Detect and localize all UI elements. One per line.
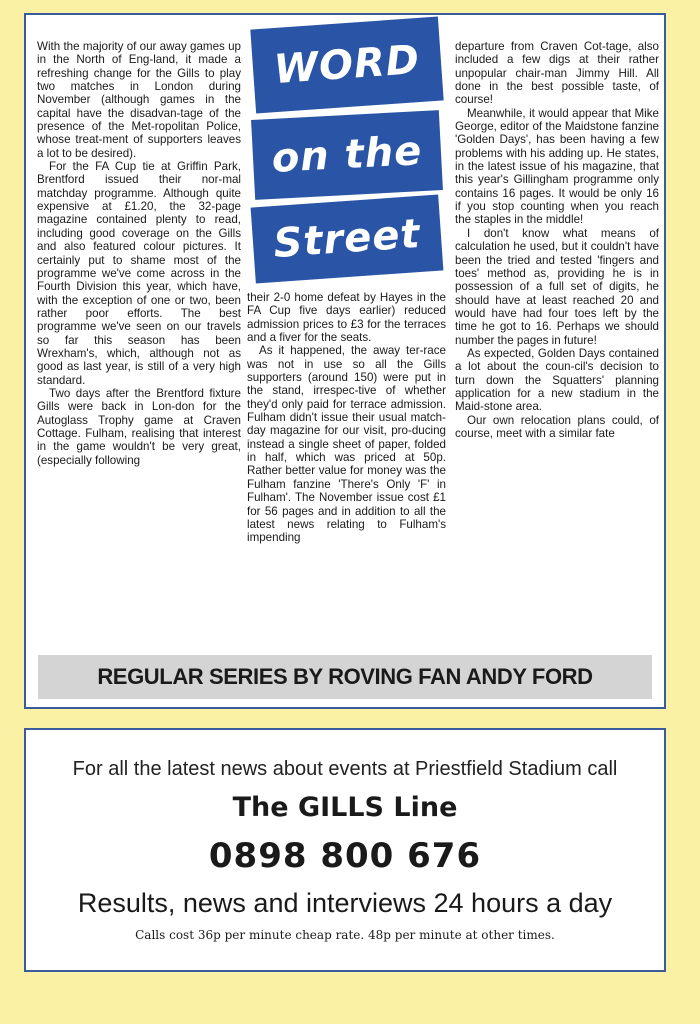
gills-line-advert (24, 728, 666, 972)
paragraph: Meanwhile, it would appear that Mike George, editor of the Maidstone fanzine 'Golden Days', has been having a few problems with his adding up. He states, in the latest issue of his magazine, that this year's Gillingham programme only contains 16 pages. It would be only 16 if you stop counting when you reach the staples in the middle! (455, 106, 659, 227)
article-column-1 (37, 40, 241, 467)
article-column-3 (455, 40, 659, 440)
article-panel (24, 13, 666, 709)
advert-intro: For all the latest news about events at Priestfield Stadium call (72, 758, 618, 780)
advert-line-name: The GILLS Line (232, 792, 458, 823)
paragraph: I don't know what means of calculation he used, but it couldn't have been the tried and tested 'fingers and toes' method as, providing he is in possession of a full set of digits, he should have at least reached 20 and would have had four toes left by the time he got to 16. Perhaps we should number the pages in future! (455, 226, 659, 347)
paragraph: Our own relocation plans could, of course, meet with a similar fate (455, 413, 659, 440)
paragraph: departure from Craven Cot-tage, also included a few digs at their rather unpopular chair-man Jimmy Hill. All done in the best possible taste, of course! (455, 40, 659, 107)
advert-call-costs: Calls cost 36p per minute cheap rate. 48p per minute at other times. (135, 928, 555, 942)
paragraph: For the FA Cup tie at Griffin Park, Brentford issued their nor-mal matchday programme. Although quite expensive at £1.20, the 32-page magazine contained plenty to read, including good coverage on the Gills and also featured colour pictures. It certainly put to shame most of the programme we've come across in the Fourth Division this year, which have, with the exception of one or two, been rather poor efforts. The best programme we've seen on our travels so far this season has been Wrexham's, which, although not as good as last year, is still of a very high standard. (37, 160, 241, 387)
advert-results: Results, news and interviews 24 hours a day (77, 888, 613, 918)
paragraph: their 2-0 home defeat by Hayes in the FA Cup five days earlier) reduced admission prices to £3 for the terraces and a fiver for the seats. (247, 291, 446, 345)
title-word: WORD (250, 17, 443, 114)
paragraph: Two days after the Brentford fixture Gills were back in Lon-don for the Autoglass Trophy game at Craven Cottage. Fulham, realising that interest in the game wouldn't be very great, (especially following (37, 386, 241, 467)
paragraph: As it happened, the away ter-race was not in use so all the Gills supporters (around 150) were put in the stand, irrespec-tive of whether they'd only paid for terrace admission. Fulham didn't issue their usual match-day magazine for our visit, pro-ducing instead a single sheet of paper, folded in half, which was priced at 50p. Rather better value for money was the Fulham fanzine 'There's Only 'F' in Fulham'. The November issue cost £1 for 56 pages and in addition to all the latest news relating to Fulham's impending (247, 344, 446, 545)
series-banner: REGULAR SERIES BY ROVING FAN ANDY FORD (38, 655, 652, 699)
advert-phone-number: 0898 800 676 (208, 836, 482, 876)
paragraph: As expected, Golden Days contained a lot about the coun-cil's decision to turn down the Squatters' planning application for a new stadium in the Maid-stone area. (455, 346, 659, 414)
title-street: Street (251, 195, 444, 284)
title-on-the: on the (251, 110, 443, 200)
paragraph: With the majority of our away games up in the North of Eng-land, it made a refreshing change for the Gills to play two matches in London during November (although games in the capital have the disadvan-tage of the presence of the Met-ropolitan Police, whose treat-ment of supporters leaves a lot to be desired). (37, 40, 241, 160)
article-column-2 (247, 291, 446, 545)
